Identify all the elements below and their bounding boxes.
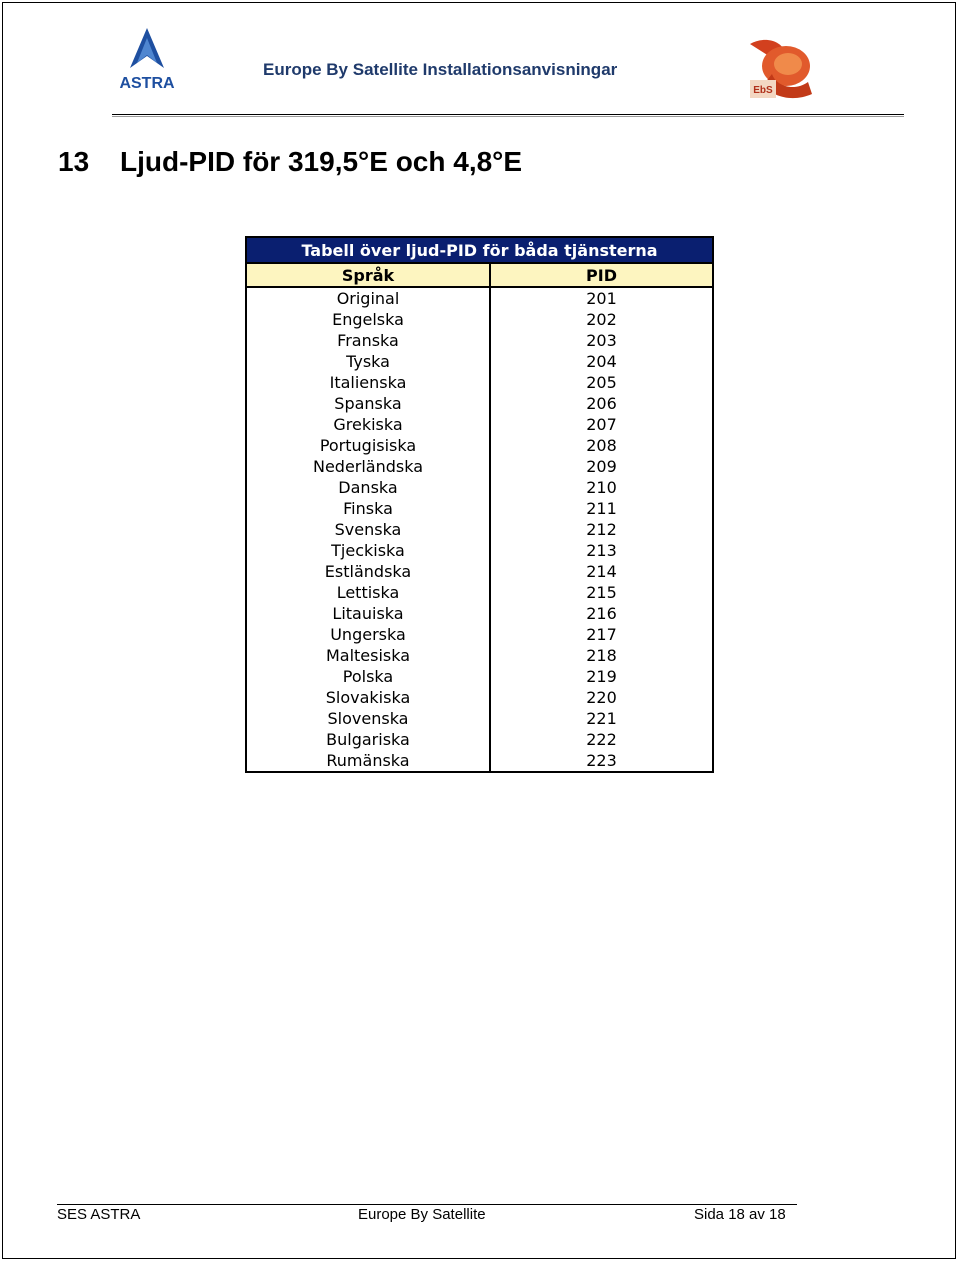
column-header-language: Språk (246, 263, 490, 287)
astra-logo (112, 26, 182, 96)
language-cell: Litauiska (246, 603, 490, 624)
table-row (246, 372, 713, 393)
pid-cell: 209 (586, 457, 617, 476)
pid-cell: 217 (586, 625, 617, 644)
language-cell: Bulgariska (246, 729, 490, 750)
language-cell: Slovenska (246, 708, 490, 729)
language-cell: Slovakiska (246, 687, 490, 708)
table-row (246, 645, 713, 666)
table-row (246, 603, 713, 624)
satellite-dish-icon (742, 36, 820, 102)
language-cell: Tjeckiska (246, 540, 490, 561)
language-cell: Polska (246, 666, 490, 687)
table-row (246, 393, 713, 414)
header-rule-secondary (112, 116, 904, 117)
column-header-pid: PID (490, 263, 713, 287)
language-cell: Portugisiska (246, 435, 490, 456)
pid-cell: 223 (586, 751, 617, 770)
table-row (246, 498, 713, 519)
language-cell: Grekiska (246, 414, 490, 435)
astra-logo-icon (112, 26, 182, 96)
language-cell: Lettiska (246, 582, 490, 603)
section-title: Ljud-PID för 319,5°E och 4,8°E (120, 146, 523, 177)
language-cell: Estländska (246, 561, 490, 582)
language-cell: Franska (246, 330, 490, 351)
pid-cell: 220 (586, 688, 617, 707)
pid-cell: 219 (586, 667, 617, 686)
language-cell: Maltesiska (246, 645, 490, 666)
language-cell: Danska (246, 477, 490, 498)
table-body (246, 287, 713, 772)
document-header-title: Europe By Satellite Installationsanvisningar (263, 60, 618, 79)
table-row (246, 519, 713, 540)
table-row (246, 561, 713, 582)
language-cell: Svenska (246, 519, 490, 540)
table-row (246, 687, 713, 708)
table-row (246, 287, 713, 309)
table-row (246, 750, 713, 772)
pid-cell: 221 (586, 709, 617, 728)
table-row (246, 435, 713, 456)
pid-cell: 205 (586, 373, 617, 392)
pid-cell: 210 (586, 478, 617, 497)
table-row (246, 351, 713, 372)
table-row (246, 456, 713, 477)
pid-cell: 202 (586, 310, 617, 329)
language-cell: Italienska (246, 372, 490, 393)
table-row (246, 582, 713, 603)
pid-cell: 206 (586, 394, 617, 413)
table-row (246, 666, 713, 687)
language-cell: Nederländska (246, 456, 490, 477)
language-cell: Rumänska (246, 750, 490, 772)
language-cell: Original (246, 287, 490, 309)
pid-cell: 212 (586, 520, 617, 539)
header-rule (112, 114, 904, 115)
table-row (246, 624, 713, 645)
pid-cell: 213 (586, 541, 617, 560)
table-row (246, 330, 713, 351)
table-row (246, 540, 713, 561)
language-cell: Spanska (246, 393, 490, 414)
language-cell: Finska (246, 498, 490, 519)
audio-pid-table (245, 236, 714, 773)
pid-cell: 204 (586, 352, 617, 371)
footer-left: SES ASTRA (57, 1206, 141, 1223)
table-row (246, 414, 713, 435)
table-row (246, 309, 713, 330)
section-number: 13 (58, 146, 90, 177)
pid-cell: 203 (586, 331, 617, 350)
pid-cell: 201 (586, 289, 617, 308)
pid-cell: 216 (586, 604, 617, 623)
table-caption: Tabell över ljud-PID för båda tjänsterna (246, 237, 713, 263)
footer-rule (57, 1204, 797, 1205)
ebs-logo (742, 36, 820, 102)
section-heading (58, 146, 522, 178)
footer-page-number: Sida 18 av 18 (694, 1206, 786, 1223)
language-cell: Ungerska (246, 624, 490, 645)
language-cell: Tyska (246, 351, 490, 372)
table-row (246, 477, 713, 498)
pid-cell: 218 (586, 646, 617, 665)
pid-cell: 211 (586, 499, 617, 518)
pid-cell: 208 (586, 436, 617, 455)
ebs-logo-text: EbS (753, 85, 773, 96)
astra-logo-text: ASTRA (119, 75, 175, 92)
pid-cell: 214 (586, 562, 617, 581)
pid-cell: 207 (586, 415, 617, 434)
table-row (246, 708, 713, 729)
pid-cell: 215 (586, 583, 617, 602)
pid-cell: 222 (586, 730, 617, 749)
table-row (246, 729, 713, 750)
footer-center: Europe By Satellite (358, 1206, 486, 1223)
language-cell: Engelska (246, 309, 490, 330)
